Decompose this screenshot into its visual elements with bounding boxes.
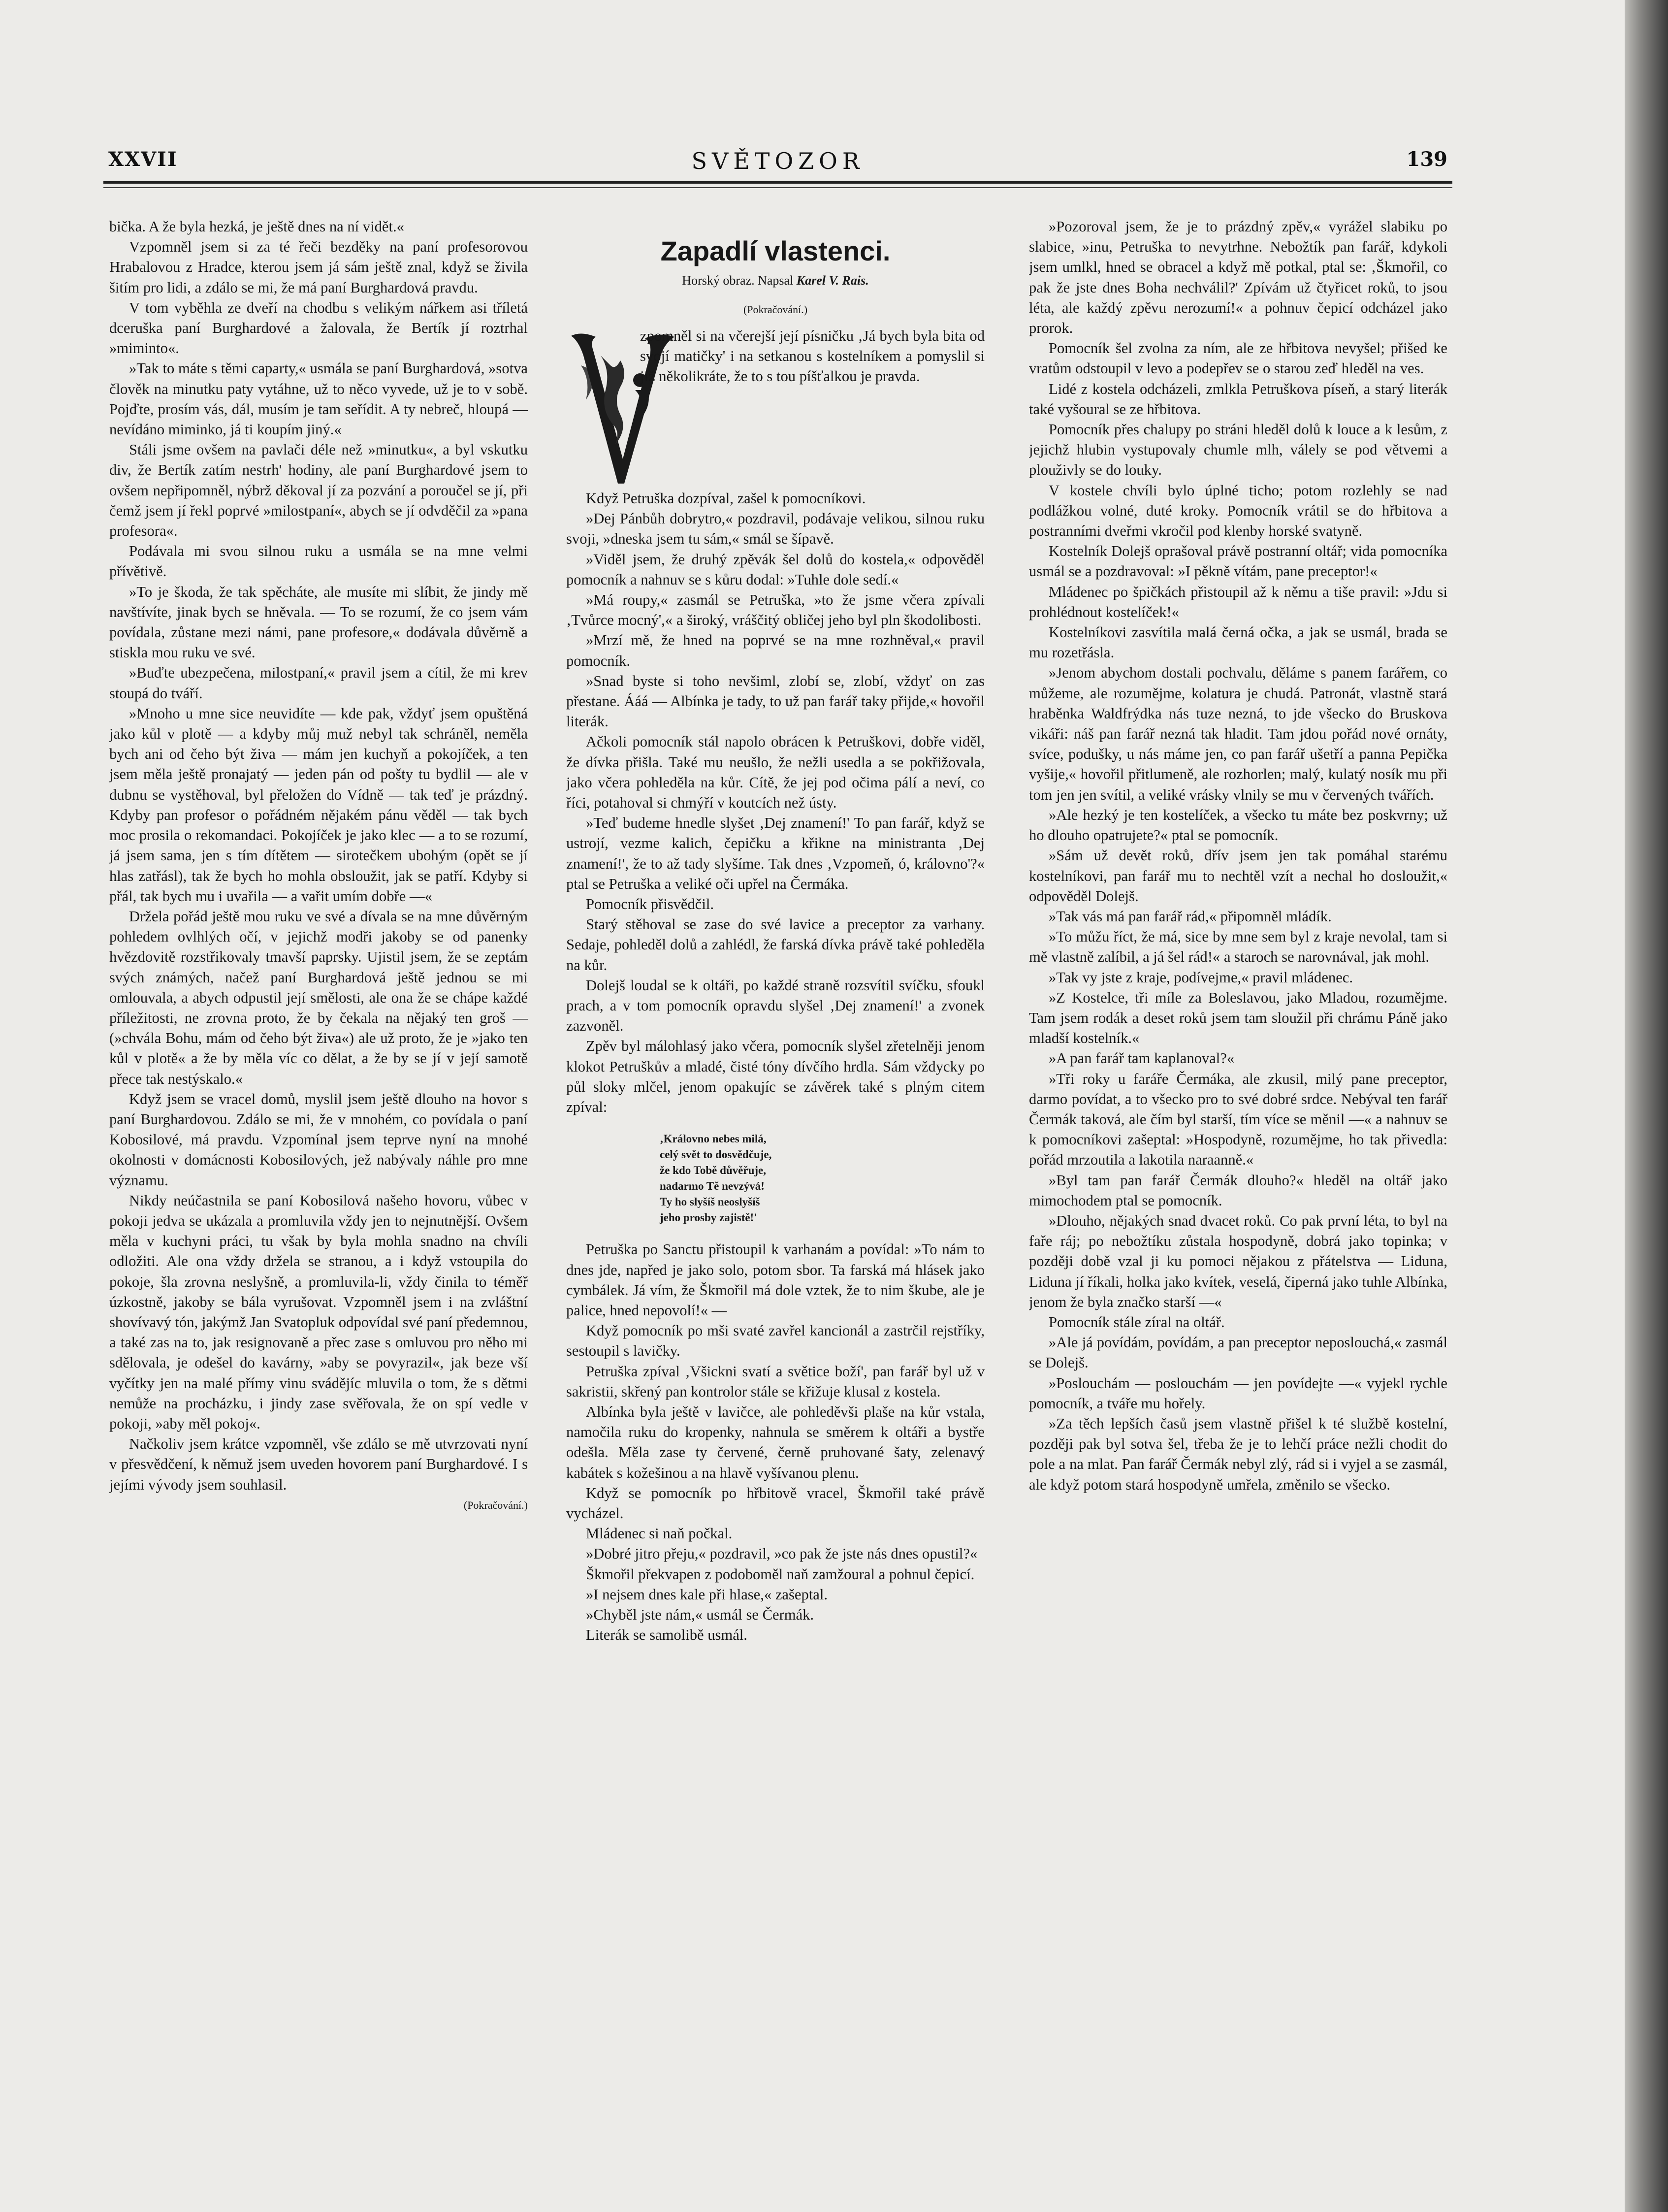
initial-block: [566, 326, 985, 488]
paragraph: »Dej Pánbůh dobrytro,« pozdravil, podávaje velikou, silnou ruku svoji, »dneska jsem tu sám,« smál se šípavě.: [566, 510, 985, 548]
paragraph: »Viděl jsem, že druhý zpěvák šel dolů do kostela,« odpověděl pomocník a nahnuv se s kůru dodal: »Tuhle dole sedí.«: [566, 551, 985, 588]
header-rule-thin: [103, 187, 1452, 188]
paragraph: Zpěv byl málohlasý jako včera, pomocník slyšel zřetelněji jenom klokot Petruškův a mladé, čisté tóny dívčího hrdla. Sám vždycky po půl sloky mlčel, jenom opakujíc se závěrek také s plným citem zpíval:: [566, 1038, 985, 1116]
poem: [660, 1131, 985, 1226]
paragraph: Petruška po Sanctu přistoupil k varhanám a povídal: »To nám to dnes jde, napřed je jako solo, potom sbor. Ta farská má hlásek jako cymbálek. Já vím, že Škmořil má dole vztek, že to nim škube, ale je palice, hned nepovolí!« —: [566, 1241, 985, 1319]
paragraph: »Teď budeme hnedle slyšet ‚Dej znamení!' To pan farář, když se ustrojí, vezme kalich, čepičku a křikne na ministranta ‚Dej znamení!', že to až tady slyšíme. Tak dnes ‚Vzpomeň, ó, královno'?« ptal se Petruška a veliké oči upřel na Čermáka.: [566, 814, 985, 892]
paragraph: »Snad byste si toho nevšiml, zlobí se, zlobí, vždyť on zas přestane. Ááá — Albínka je tady, to už pan farář taky přijde,« hovořil literák.: [566, 672, 985, 730]
paragraph: »Tak to máte s těmi caparty,« usmála se paní Burghardová, »sotva člověk na minutku paty vytáhne, už to něco vyvede, už je to v sobě. Pojďte, prosím vás, dál, musím je tam seřídit. A ty nebreč, hloupá — nevídáno miminko, já ti koupím jiný.«: [109, 360, 528, 438]
header-rule: [103, 181, 1452, 184]
paragraph: »Sám už devět roků, dřív jsem jen tak pomáhal starému kostelníkovi, pan farář mu to nechtěl vzít a nechal ho dosloužit,« odpověděl Dolejš.: [1029, 847, 1447, 905]
paragraph: Vzpomněl jsem si za té řeči bezděky na paní profesorovou Hrabalovou z Hradce, kterou jsem já sám ještě znal, když se živila šitím pro lidi, a zdálo se mi, že má paní Burghardová pravdu.: [109, 238, 528, 296]
paragraph: Kostelník Dolejš oprašoval právě postranní oltář; vida pomocníka usmál se a pozdravoval: »I pěkně vítám, pane preceptor!«: [1029, 543, 1447, 580]
column-right: [1029, 217, 1447, 2137]
paragraph: Nikdy neúčastnila se paní Kobosilová našeho hovoru, vůbec v pokoji jedva se ukázala a promluvila vždy jen to nejnutnější. Ovšem měla v kuchyni práci, tu však by byla mohla snadno na chvíli odložiti. Ale ona vždy držela se stranou, a i když vstoupila do pokoje, šla zrovna neslyšně, a promluvila-li, vždy činila to téměř úzkostně, jakoby se bála vyrušovat. Vzpomněl jsem i na zvláštní shovívavý tón, jakýmž Jan Svatopluk odpovídal své paní předemnou, a také zas na to, jak resignovaně a přec zase s omluvou pro něho mi sdělovala, je odešel do kavárny, »aby se povyrazil«, jak beze vší vyčítky jen na malé přímy vinu svádějíc mluvila o tom, že s dětmi nemůže na procházku, i jindy zase svěřovala, že on spí vedle v pokoji, »aby měl pokoj«.: [109, 1192, 528, 1432]
column-left: [109, 217, 528, 2137]
paragraph: »Mnoho u mne sice neuvidíte — kde pak, vždyť jsem opuštěná jako kůl v plotě — a kdyby můj muž nebyl tak schráněl, neměla bych ani od čeho být živa — mám jen kuchyň a pokojíček, a ten jsem měla ještě pronajatý — jeden pán od pošty tu bydlil — ale v dubnu se vystěhoval, byl přeložen do Vídně — tak teď je prázdný. Kdyby pan profesor o pořádném nějakém pánu věděl — tak bych moc prosila o rekomandaci. Pokojíček je jako klec — a to se rozumí, já jsem sama, jen s tím dítětem — sirotečkem ubohým (opět se jí hlas zatřásl), tak že bych ho mohla obsloužit, jak se patří. Kdyby si přál, tak bych mu i uvařila — a vařit umím dobře —«: [109, 705, 528, 905]
paragraph: V kostele chvíli bylo úplné ticho; potom rozlehly se nad podlážkou volné, duté kroky. Pomocník vrátil se do hřbitova a postranními dveřmi vkročil pod klenby horské svatyně.: [1029, 482, 1447, 540]
paragraph: Petruška zpíval ‚Všickni svatí a světice boží', pan farář byl už v sakristii, skřený pan kontrolor stále se křižuje klusal z kostela.: [566, 1363, 985, 1400]
column-middle: [566, 217, 985, 2137]
paragraph: Podávala mi svou silnou ruku a usmála se na mne velmi přívětivě.: [109, 543, 528, 580]
paragraph: Škmořil překvapen z podoboměl naň zamžoural a pohnul čepicí.: [586, 1565, 975, 1583]
initial-paragraph: zpomněl si na včerejší její písničku ‚Já bych byla bita od svojí matičky' i na setkanou s kostelníkem a pomyslil si již několikráte, že to s tou píšťalkou je pravda.: [640, 327, 985, 385]
paragraph: Stáli jsme ovšem na pavlači déle než »minutku«, a byl vskutku div, že Bertík zatím nestrh' hodiny, ale paní Burghardové jsem to ovšem nepřipomněl, nýbrž děkoval jí za pozvání a poroučel se jí, při čemž jsem jí řekl poprvé »milostpaní«, abych se jí odvděčil za »pana profesora«.: [109, 441, 528, 540]
paragraph: »Ale já povídám, povídám, a pan preceptor neposlouchá,« zasmál se Dolejš.: [1029, 1334, 1447, 1371]
poem-line: Ty ho slyšíš neoslyšíš: [660, 1196, 760, 1208]
paragraph: bička. A že byla hezká, je ještě dnes na ní vidět.«: [109, 218, 404, 235]
paragraph: »Dobré jitro přeju,« pozdravil, »co pak že jste nás dnes opustil?«: [586, 1545, 978, 1562]
paragraph: »Ale hezký je ten kostelíček, a všecko tu máte bez poskvrny; už ho dlouho opatrujete?« ptal se pomocník.: [1029, 806, 1447, 844]
page-header: [108, 148, 1447, 177]
paragraph: Načkoliv jsem krátce vzpomněl, vše zdálo se mě utvrzovati nyní v přesvědčení, k němuž jsem uveden hovorem paní Burghardové. I s jejími vývody jsem souhlasil.: [109, 1435, 528, 1493]
paragraph: Držela pořád ještě mou ruku ve své a dívala se na mne důvěrným pohledem ovlhlých očí, v jejichž modři jakoby se od panenky hvězdovitě rozstřikovaly tmavší paprsky. Ujistil jsem, že se zeptám svých známých, načež paní Burghardová ještě jednou se mi omlouvala, a abych odpustil její smělosti, ale ona že se chápe každé příležitosti, ne zrovna proto, že by čekala na nějaký ten groš — (»chvála Bohu, mám od čeho být živa«) ale už proto, že je »jako ten kůl v plotě« a že by měla víc co dělat, a že by se jí v její samotě přece tak nestýskalo.«: [109, 908, 528, 1087]
paragraph: Když pomocník po mši svaté zavřel kancionál a zastrčil rejstříky, sestoupil s lavičky.: [566, 1322, 985, 1360]
page-number: 139: [1406, 148, 1447, 171]
paragraph: Kostelníkovi zasvítila malá černá očka, a jak se usmál, brada se mu rozetřásla.: [1029, 624, 1447, 661]
paragraph: Albínka byla ještě v lavičce, ale pohleděvši plaše na kůr vstala, namočila ruku do kropenky, nahnula se směrem k oltáři a bystře odešla. Měla zase ty červené, černě pruhované šaty, zelenavý kabátek s kožešinou a na hlavě vyšívanou plenu.: [566, 1403, 985, 1481]
poem-line: ‚Královno nebes milá,: [660, 1133, 767, 1145]
poem-line: že kdo Tobě důvěřuje,: [660, 1164, 766, 1177]
paragraph: »I nejsem dnes kale při hlase,« zašeptal.: [586, 1586, 828, 1603]
paragraph: »Má roupy,« zasmál se Petruška, »to že jsme včera zpívali ‚Tvůrce mocný',« a široký, vráščitý obličej jeho byl pln škodolibosti.: [566, 591, 985, 629]
volume-number: XXVII: [108, 148, 178, 171]
paragraph: »Poslouchám — poslouchám — jen povídejte —« vyjekl rychle pomocník, a tváře mu hořely.: [1029, 1374, 1447, 1412]
subtitle-prefix: Horský obraz. Napsal: [682, 273, 794, 288]
paragraph: »To můžu říct, že má, sice by mne sem byl z kraje nevolal, tam si mě vlastně zalíbil, a já šel rád!« a staroch se narovnával, jak mohl.: [1029, 928, 1447, 966]
book-binding-edge: [1625, 0, 1668, 2212]
continuation-note: (Pokračování.): [743, 303, 808, 316]
poem-line: jeho prosby zajistě!': [660, 1211, 757, 1224]
paragraph: Mládenec si naň počkal.: [586, 1525, 733, 1542]
paragraph: Pomocník šel zvolna za ním, ale ze hřbitova nevyšel; přišed ke vratům odstoupil v levo a podepřev se o starou zeď hleděl na ves.: [1029, 340, 1447, 377]
paragraph: »Jenom abychom dostali pochvalu, děláme s panem farářem, co můžeme, ale rozumějme, kolatura je chudá. Patronát, vlastně stará hraběnka Waldfrýdka nás tuze nezná, to jde všecko do Bruskova vikáři: náš pan farář nezná tak hladit. Tam jdou pořád nové ornáty, svíce, podušky, u nás máme jen, co pan farář ušetří a panna Pepička vyšije,« hovořil přitlumeně, ale rozhorlen; malý, kulatý nosík mu při tom jen jen svítil, a veliké vrásky vlnily se mu v červených tvářích.: [1029, 664, 1447, 803]
paragraph: Literák se samolibě usmál.: [586, 1626, 747, 1644]
paragraph: V tom vyběhla ze dveří na chodbu s velikým nářkem asi tříletá dceruška paní Burghardové a žalovala, že Bertík jí roztrhal »miminto«.: [109, 299, 528, 357]
paragraph: Když se pomocník po hřbitově vracel, Škmořil také právě vycházel.: [566, 1484, 985, 1522]
paragraph: Dolejš loudal se k oltáři, po každé straně rozsvítil svíčku, sfoukl prach, a v tom pomocník opravdu slyšel ‚Dej znamení!' a zvonek zazvoněl.: [566, 976, 985, 1035]
paragraph: »Tři roky u faráře Čermáka, ale zkusil, milý pane preceptor, darmo povídat, a to všecko pro to své dobré srdce. Nebýval ten farář Čermák taková, ale čím byl starší, tím více se měnil —« a nahnuv se k pomocníkovi zašeptal: »Hospodyně, rozumějme, ho tak přivedla: pořád mrzoutila a lakotila naraanně.«: [1029, 1070, 1447, 1169]
paragraph: Když jsem se vracel domů, myslil jsem ještě dlouho na hovor s paní Burghardovou. Zdálo se mi, že v mnohém, co povídala o paní Kobosilové, má pravdu. Vzpomínal jsem teprve nyní na mnohé okolnosti v domácnosti Kobosilových, jež nabývaly náhle pro mne významu.: [109, 1090, 528, 1189]
paragraph: »Za těch lepších časů jsem vlastně přišel k té službě kostelní, později pak byl sotva šel, třeba že je to lehčí práce nežli chodit do pole a na mlat. Pan farář Čermák nebyl zlý, rád si i vyjel a se zasmál, ale když potom stará hospodyně umřela, změnilo se všecko.: [1029, 1415, 1447, 1493]
article-subtitle: [566, 271, 985, 291]
paragraph: Lidé z kostela odcházeli, zmlkla Petruškova píseň, a starý literák také vyšoural se ze hřbitova.: [1029, 380, 1447, 418]
paragraph: Když Petruška dozpíval, zašel k pomocníkovi.: [586, 490, 866, 507]
paragraph: »Mrzí mě, že hned na poprvé se na mne rozhněval,« pravil pomocník.: [566, 632, 985, 669]
paragraph: Pomocník přisvědčil.: [586, 896, 714, 913]
paragraph: »Dlouho, nějakých snad dvacet roků. Co pak první léta, to byl na faře ráj; po nebožtíku zůstala hospodyně, dobrá jako topinka; v později době vzal ji ku pomoci nějakou z přátelstva — Liduna, Liduna jí říkali, holka jako kvítek, veselá, čiperná jako tuhle Albínka, jenom že byla značko starší —«: [1029, 1212, 1447, 1310]
paragraph: Starý stěhoval se zase do své lavice a preceptor za varhany. Sedaje, pohleděl dolů a zahlédl, že farská dívka právě také pohleděla na kůr.: [566, 916, 985, 974]
paragraph: »Pozoroval jsem, že je to prázdný zpěv,« vyrážel slabiku po slabice, »inu, Petruška to nevytrhne. Nebožtík pan farář, kdykoli jsem umlkl, hned se obracel a když mě potkal, ptal se: ‚Škmořil, co pak že jste dnes Boha nechválil?' Zpívám už čtyřicet roků, to jsou léta, ale každý zpěvu nerozumí!« a pohnuv čepicí odcházel jako prorok.: [1029, 218, 1447, 337]
paragraph: Pomocník přes chalupy po stráni hleděl dolů k louce a k lesům, z jejichž hlubin vystupovaly chumle mlh, válely se pod větvemi a plouživly se do louky.: [1029, 421, 1447, 479]
paragraph: Ačkoli pomocník stál napolo obrácen k Petruškovi, dobře viděl, že dívka přišla. Také mu neušlo, že nežli usedla a se pokřižovala, jako včera pohleděla na kůr. Cítě, že jej pod očima pálí a neví, co říci, potahoval si chmýří v koutcích než ústy.: [566, 733, 985, 812]
paragraph: »A pan farář tam kaplanoval?«: [1049, 1050, 1235, 1067]
paragraph: Pomocník stále zíral na oltář.: [1049, 1313, 1225, 1331]
paragraph: »Buďte ubezpečena, milostpaní,« pravil jsem a cítil, že mi krev stoupá do tváří.: [109, 664, 528, 702]
paragraph: »Byl tam pan farář Čermák dlouho?« hleděl na oltář jako mimochodem ptal se pomocník.: [1029, 1171, 1447, 1209]
article-title: Zapadlí vlastenci.: [660, 235, 891, 266]
poem-line: nadarmo Tě nevzývá!: [660, 1180, 765, 1193]
article-author: Karel V. Rais.: [796, 273, 869, 288]
paragraph: »Chyběl jste nám,« usmál se Čermák.: [586, 1606, 814, 1623]
continued-note: (Pokračování.): [463, 1498, 528, 1511]
paragraph: »To je škoda, že tak spěcháte, ale musíte mi slíbit, že jindy mě navštívíte, jinak bych se hněvala. — To se rozumí, že co jsem vám povídala, zůstane mezi námi, pane profesore,« dodávala důvěrně a stiskla mou ruku ve své.: [109, 583, 528, 661]
paragraph: Mládenec po špičkách přistoupil až k němu a tiše pravil: »Jdu si prohlédnout kostelíček!«: [1029, 583, 1447, 620]
magazine-title: SVĚTOZOR: [691, 148, 865, 174]
paragraph: »Z Kostelce, tři míle za Boleslavou, jako Mladou, rozumějme. Tam jsem rodák a deset roků jsem tam sloužil při chrámu Páně jako mladší kostelník.«: [1029, 989, 1447, 1047]
paragraph: »Tak vás má pan farář rád,« připomněl mládík.: [1049, 908, 1332, 925]
poem-line: celý svět to dosvědčuje,: [660, 1148, 772, 1161]
paragraph: »Tak vy jste z kraje, podívejme,« pravil mládenec.: [1049, 969, 1353, 986]
